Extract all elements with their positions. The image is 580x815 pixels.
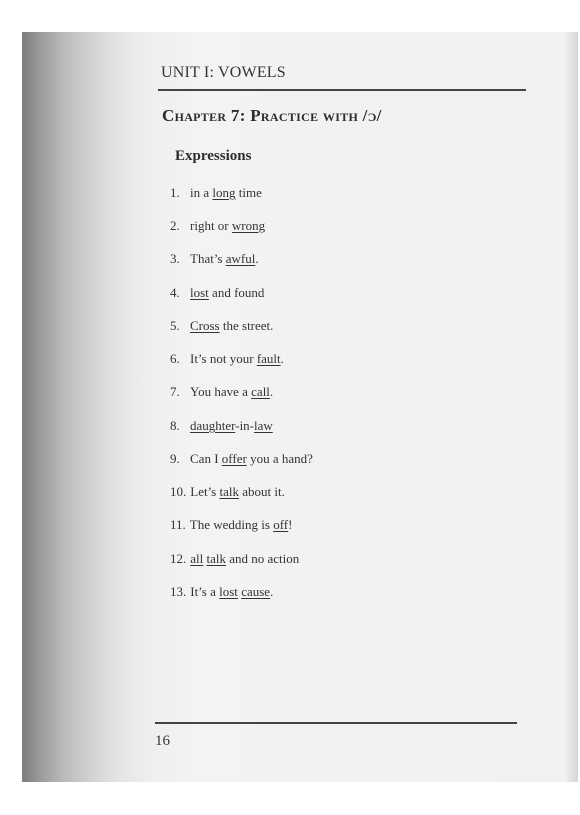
item-text: and found	[208, 285, 265, 300]
list-item	[170, 251, 259, 267]
item-number: 2.	[170, 218, 180, 233]
underlined-word: cause	[241, 584, 271, 599]
scanned-page-background	[22, 32, 578, 782]
list-item	[170, 517, 292, 533]
list-item	[170, 418, 273, 434]
item-number: 13.	[170, 584, 187, 599]
item-text: Can I	[190, 451, 222, 466]
header-divider	[158, 89, 526, 91]
item-text: It’s not your	[190, 351, 257, 366]
item-number: 1.	[170, 185, 180, 200]
item-number: 5.	[170, 318, 180, 333]
item-text: right or	[190, 218, 232, 233]
item-number: 11.	[170, 517, 186, 532]
item-text: the street.	[219, 318, 274, 333]
item-text: .	[269, 384, 274, 399]
underlined-word: awful	[225, 251, 256, 266]
list-item	[170, 185, 262, 201]
section-title: Expressions	[175, 148, 252, 164]
underlined-word: call	[251, 384, 270, 399]
underlined-word: talk	[206, 551, 226, 566]
underlined-word: offer	[221, 451, 247, 466]
list-item	[170, 351, 284, 367]
item-number: 8.	[170, 418, 180, 433]
item-text: and no action	[226, 551, 300, 566]
item-text: It’s a	[190, 584, 220, 599]
item-text: -in-	[235, 418, 255, 433]
list-item	[170, 584, 273, 600]
item-text: The wedding is	[189, 517, 274, 532]
underlined-word: fault	[256, 351, 281, 366]
item-text: .	[270, 584, 274, 599]
item-text: in a	[190, 185, 213, 200]
item-number: 7.	[170, 384, 180, 399]
item-number: 12.	[170, 551, 187, 566]
list-item	[170, 551, 299, 567]
underlined-word: law	[254, 418, 273, 433]
underlined-word: talk	[219, 484, 239, 499]
item-text: That’s	[190, 251, 226, 266]
underlined-word: wrong	[231, 218, 266, 233]
item-text: time	[235, 185, 262, 200]
item-number: 6.	[170, 351, 180, 366]
underlined-word: lost	[190, 285, 209, 300]
underlined-word: daughter	[190, 418, 236, 433]
list-item	[170, 218, 265, 234]
item-text: Let’s	[190, 484, 220, 499]
item-text: .	[255, 251, 259, 266]
list-item	[170, 484, 285, 500]
item-text: You have a	[190, 384, 252, 399]
underlined-word: lost	[219, 584, 238, 599]
chapter-title: Chapter 7: Practice with /ɔ/	[162, 106, 382, 125]
list-item	[170, 318, 273, 334]
footer-divider	[155, 722, 517, 724]
item-number: 4.	[170, 285, 180, 300]
underlined-word: long	[212, 185, 236, 200]
item-text: about it.	[239, 484, 285, 499]
underlined-word: all	[190, 551, 204, 566]
underlined-word: Cross	[190, 318, 220, 333]
underlined-word: off	[273, 517, 289, 532]
page-edge-shadow	[564, 32, 578, 782]
page-number: 16	[155, 733, 170, 749]
item-number: 9.	[170, 451, 180, 466]
item-number: 10.	[170, 484, 187, 499]
item-number: 3.	[170, 251, 180, 266]
item-text: .	[280, 351, 284, 366]
list-item	[170, 451, 313, 467]
list-item	[170, 285, 264, 301]
list-item	[170, 384, 273, 400]
unit-header: UNIT I: VOWELS	[161, 64, 286, 81]
item-text: you a hand?	[246, 451, 313, 466]
item-text: !	[288, 517, 293, 532]
